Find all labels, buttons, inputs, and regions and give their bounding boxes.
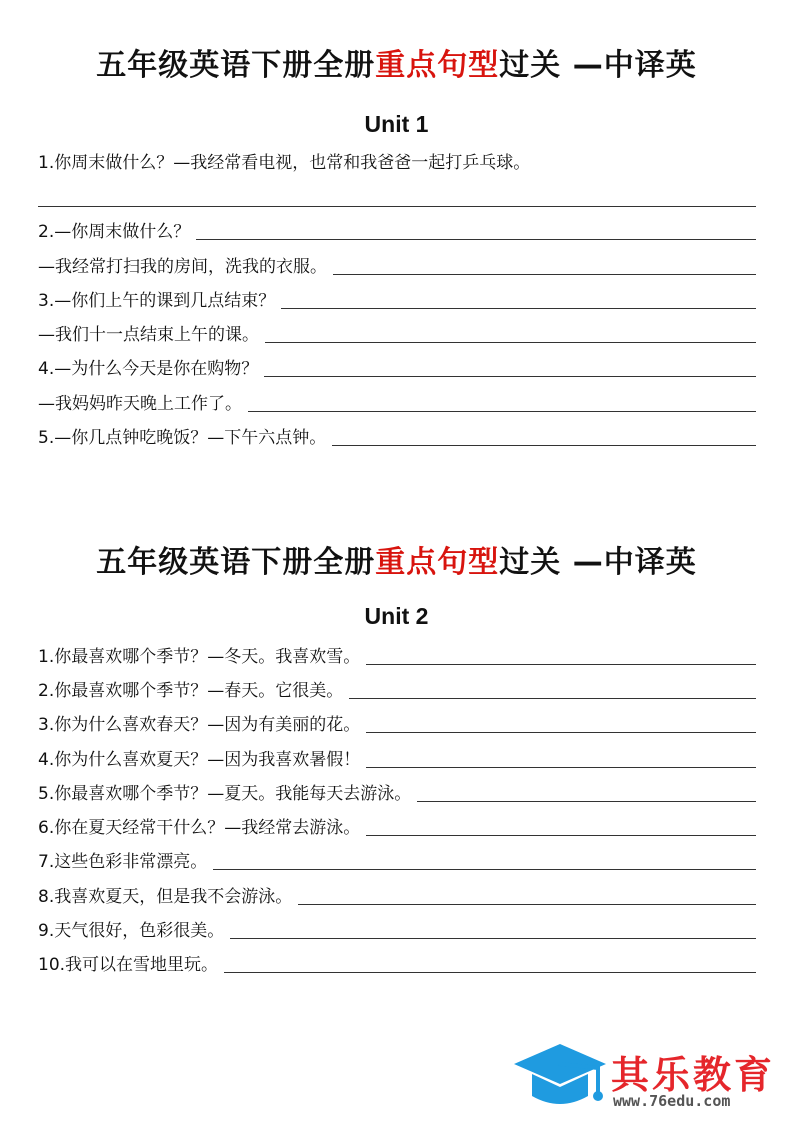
question-text: 1.你周末做什么？—我经常看电视，也常和我爸爸一起打乒乓球。: [38, 153, 531, 173]
question-text: 2.—你周末做什么？: [38, 222, 191, 242]
question-line: [38, 254, 756, 278]
answer-blank[interactable]: [224, 971, 756, 973]
answer-blank[interactable]: [265, 341, 756, 343]
question-text: 7.这些色彩非常漂亮。: [38, 852, 208, 872]
question-line: [38, 150, 756, 174]
answer-blank[interactable]: [349, 697, 756, 699]
publisher-logo: [512, 1040, 787, 1112]
question-text: 4.你为什么喜欢夏天？—因为我喜欢暑假！: [38, 750, 361, 770]
question-line: [38, 391, 756, 415]
answer-blank[interactable]: [366, 834, 756, 836]
answer-blank[interactable]: [366, 663, 756, 665]
question-line: [38, 952, 756, 976]
title-highlight: 重点句型: [375, 545, 500, 580]
title-text: 五年级英语下册全册: [96, 48, 376, 83]
question-text: 6.你在夏天经常干什么？—我经常去游泳。: [38, 818, 361, 838]
question-text: 8.我喜欢夏天，但是我不会游泳。: [38, 887, 293, 907]
question-text: 5.你最喜欢哪个季节？—夏天。我能每天去游泳。: [38, 784, 412, 804]
question-line: [38, 322, 756, 346]
question-line: [38, 678, 756, 702]
answer-blank[interactable]: [264, 375, 756, 377]
question-line: [38, 815, 756, 839]
logo-url: www.76edu.com: [613, 1092, 731, 1110]
question-text: 9.天气很好，色彩很美。: [38, 921, 225, 941]
question-line: [38, 288, 756, 312]
answer-blank[interactable]: [281, 307, 756, 309]
answer-blank[interactable]: [417, 800, 756, 802]
answer-blank[interactable]: [196, 238, 756, 240]
worksheet-title: [0, 40, 793, 84]
question-text: —我妈妈昨天晚上工作了。: [38, 394, 242, 414]
question-text: 3.—你们上午的课到几点结束？: [38, 291, 276, 311]
answer-blank[interactable]: [213, 868, 756, 870]
answer-blank[interactable]: [248, 410, 756, 412]
question-text: 1.你最喜欢哪个季节？—冬天。我喜欢雪。: [38, 647, 361, 667]
question-text: 5.—你几点钟吃晚饭？—下午六点钟。: [38, 428, 327, 448]
worksheet-title: [0, 537, 793, 581]
question-line: [38, 356, 756, 380]
question-text: —我们十一点结束上午的课。: [38, 325, 259, 345]
question-line: [38, 781, 756, 805]
answer-blank[interactable]: [366, 731, 756, 733]
logo-name: 其乐教育: [611, 1053, 776, 1097]
question-line: [38, 219, 756, 243]
answer-blank[interactable]: [298, 903, 756, 905]
answer-blank[interactable]: [366, 766, 756, 768]
unit-heading: Unit 1: [364, 111, 429, 137]
answer-blank[interactable]: [333, 273, 756, 275]
question-text: 3.你为什么喜欢春天？—因为有美丽的花。: [38, 715, 361, 735]
title-text-suffix: 过关 —中译英: [499, 48, 697, 83]
question-line: [38, 849, 756, 873]
unit-heading: Unit 2: [364, 603, 429, 629]
answer-blank[interactable]: [332, 444, 756, 446]
question-line: [38, 644, 756, 668]
answer-blank[interactable]: [38, 206, 756, 207]
question-line: [38, 425, 756, 449]
question-text: —我经常打扫我的房间，洗我的衣服。: [38, 257, 327, 277]
question-text: 2.你最喜欢哪个季节？—春天。它很美。: [38, 681, 344, 701]
question-line: [38, 918, 756, 942]
question-text: 4.—为什么今天是你在购物？: [38, 359, 259, 379]
answer-blank[interactable]: [230, 937, 756, 939]
question-line: [38, 747, 756, 771]
title-highlight: 重点句型: [375, 48, 500, 83]
title-text-suffix: 过关 —中译英: [499, 545, 697, 580]
graduation-cap-icon: [512, 1040, 608, 1112]
title-text: 五年级英语下册全册: [96, 545, 376, 580]
question-line: [38, 884, 756, 908]
question-line: [38, 712, 756, 736]
question-text: 10.我可以在雪地里玩。: [38, 955, 219, 975]
